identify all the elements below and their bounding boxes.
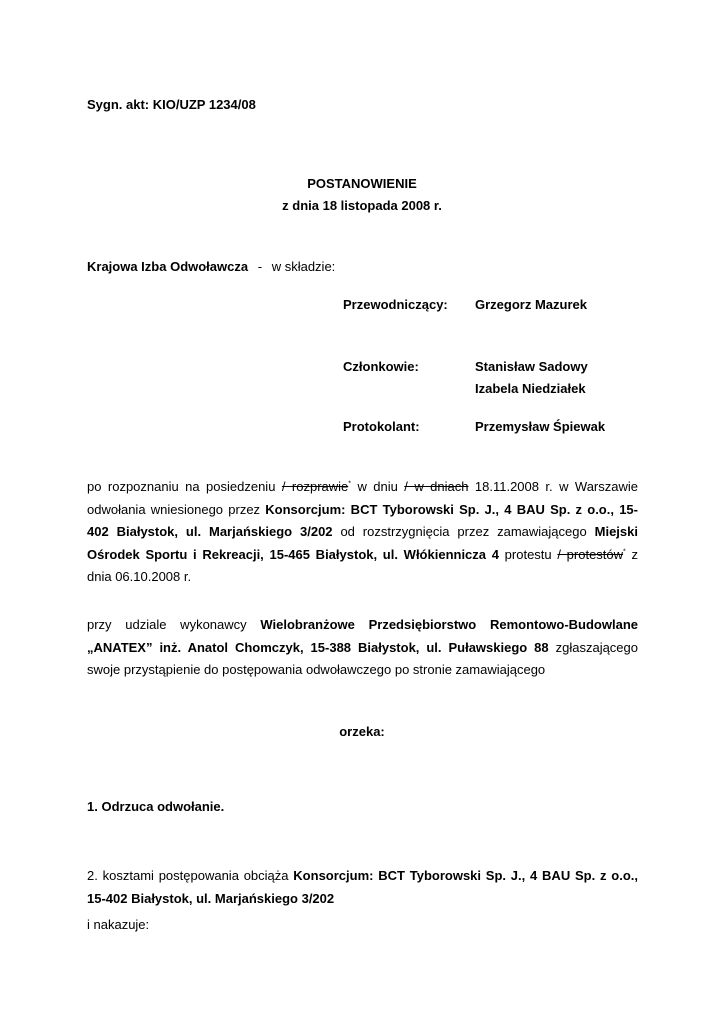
footnote-mark: *: [623, 548, 626, 556]
case-number: Sygn. akt: KIO/UZP 1234/08: [87, 97, 256, 112]
costs-continuation: i nakazuje:: [87, 917, 150, 932]
cost-party-name: Konsorcjum: BCT Tyborowski Sp. J., 4 BAU Sp. z o.o., 15-402 Białystok, ul. Marjańskiego 3/202: [87, 868, 638, 906]
clerk-name: Przemysław Śpiewak: [475, 419, 606, 434]
footnote-mark: *: [348, 480, 352, 488]
member-name: Izabela Niedziałek: [475, 381, 586, 396]
chair-name: Grzegorz Mazurek: [475, 297, 587, 312]
appellant-name: Konsorcjum: BCT Tyborowski Sp. J., 4 BAU Sp. z o.o., 15-402 Białystok, ul. Marjańskiego 3/202: [87, 501, 638, 539]
chair-label: Przewodniczący:: [343, 297, 448, 312]
composition-line: [87, 259, 335, 275]
struck-text: / protestów: [557, 546, 624, 562]
institution-name: Krajowa Izba Odwoławcza: [87, 259, 249, 274]
costs-paragraph: 2. kosztami postępowania obciąża Konsorcjum: BCT Tyborowski Sp. J., 4 BAU Sp. z o.o., 15-402 Białystok, ul. Marjańskiego 3/202: [87, 868, 638, 906]
struck-text: / rozprawie: [281, 479, 349, 494]
participant-paragraph: przy udziale wykonawcy Wielobranżowe Przedsiębiorstwo Remontowo-Budowlane „ANATEX” inż. Anatol Chomczyk, 15-388 Białystok, ul. Puławskiego 88 zgłaszającego swoje przystąpienie do postępowania odwoławczego po stronie zamawiającego: [87, 617, 638, 677]
ruling-heading: orzeka:: [339, 724, 385, 739]
clerk-label: Protokolant:: [343, 419, 420, 434]
contracting-authority: Miejski Ośrodek Sportu i Rekreacji, 15-465 Białystok, ul. Włókiennicza 4: [87, 524, 638, 562]
member-name: Stanisław Sadowy: [475, 359, 588, 374]
composition-label: w składzie:: [271, 259, 336, 274]
hearing-paragraph: po rozpoznaniu na posiedzeniu / rozprawie* w dniu / w dniach 18.11.2008 r. w Warszawie odwołania wniesionego przez Konsorcjum: BCT Tyborowski Sp. J., 4 BAU Sp. z o.o., 15-402 Białystok, ul. Marjańskiego 3/202 od rozstrzygnięcia przez zamawiającego Miejski Ośrodek Sportu i Rekreacji, 15-465 Białystok, ul. Włókiennicza 4 protestu / protestów* z dnia 06.10.2008 r.: [87, 479, 638, 584]
document-date: z dnia 18 listopada 2008 r.: [282, 198, 442, 213]
participant-name: Wielobranżowe Przedsiębiorstwo Remontowo-Budowlane „ANATEX” inż. Anatol Chomczyk, 15-388 Białystok, ul. Puławskiego 88: [87, 617, 638, 655]
document-title: POSTANOWIENIE: [307, 176, 417, 191]
struck-text: / w dniach: [404, 479, 469, 494]
composition-dash: -: [257, 259, 263, 274]
ruling-point-1: 1. Odrzuca odwołanie.: [87, 799, 225, 814]
members-label: Członkowie:: [343, 359, 419, 374]
